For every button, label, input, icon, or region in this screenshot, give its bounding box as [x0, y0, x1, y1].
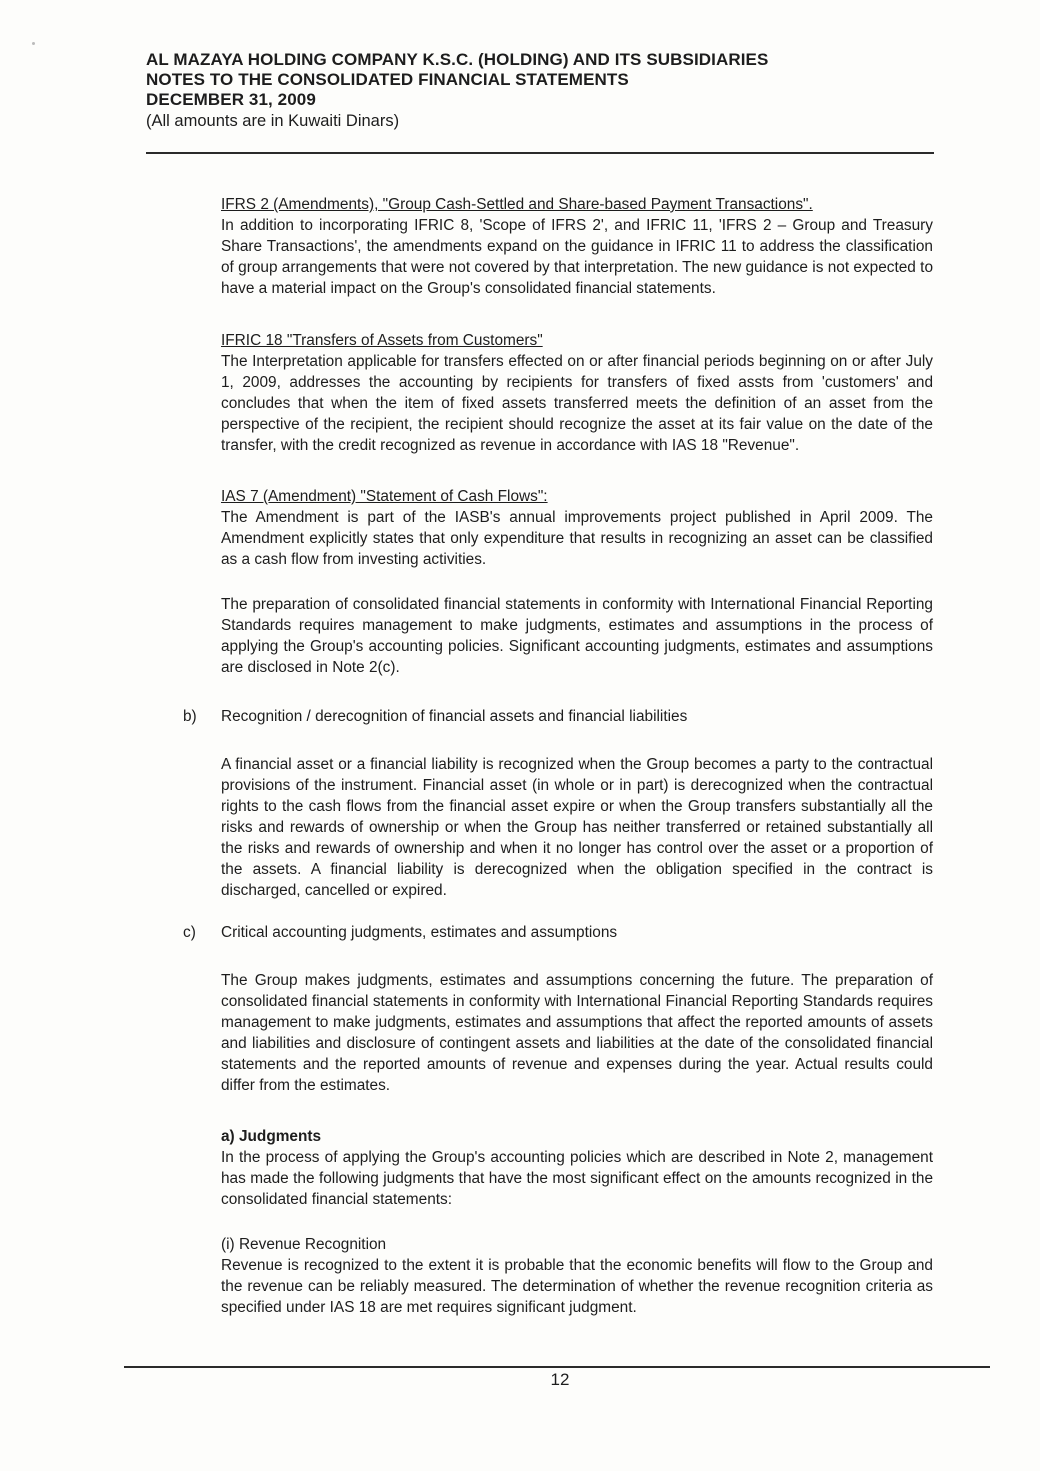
section-preparation: [221, 594, 933, 678]
section-title: a) Judgments: [221, 1128, 322, 1145]
page-number: 12: [550, 1370, 570, 1389]
section-revenue: [221, 1234, 933, 1318]
currency-note: (All amounts are in Kuwaiti Dinars): [146, 112, 400, 130]
section-ias7: [221, 486, 933, 570]
page-header: [146, 50, 936, 131]
section-body: The preparation of consolidated financial statements in conformity with International Financial Reporting Standards requires management to make judgments, estimates and assumptions in the process of applying the Group's accounting policies. Significant accounting judgments, estimates and assumptions are disclosed in Note 2(c).: [221, 596, 933, 676]
section-b-body: [221, 754, 933, 901]
heading-text: Recognition / derecognition of financial assets and financial liabilities: [221, 708, 688, 725]
section-body: A financial asset or a financial liability is recognized when the Group becomes a party to the contractual provisions of the instrument. Financial asset (in whole or in part) is derecognized when the contractual rights to the cash flows from the financial asset expire or when the Group transfers substantially all the risks and rewards of ownership or when the Group has neither transferred or retained substantially all the risks and rewards of ownership and when it no longer has control over the asset or a proportion of the assets. A financial liability is derecognized when the obligation specified in the contract is discharged, cancelled or expired.: [221, 756, 933, 899]
section-body: In the process of applying the Group's accounting policies which are described in Note 2, management has made the following judgments that have the most significant effect on the amounts recognized in the consolidated financial statements:: [221, 1149, 933, 1208]
section-title: IFRIC 18 "Transfers of Assets from Customers": [221, 332, 543, 349]
heading-text: Critical accounting judgments, estimates and assumptions: [221, 924, 618, 941]
section-title: IAS 7 (Amendment) "Statement of Cash Flows":: [221, 488, 548, 505]
section-ifric18: [221, 330, 933, 456]
footer-rule: [124, 1366, 990, 1368]
scan-speck: [32, 42, 35, 45]
notes-title: NOTES TO THE CONSOLIDATED FINANCIAL STATEMENTS: [146, 70, 629, 89]
section-judgments: [221, 1126, 933, 1210]
heading-c: [183, 922, 903, 943]
section-body: The Amendment is part of the IASB's annual improvements project published in April 2009. The Amendment explicitly states that only expenditure that results in recognizing an asset can be classified as a cash flow from investing activities.: [221, 509, 933, 568]
section-body: In addition to incorporating IFRIC 8, 'Scope of IFRS 2', and IFRIC 11, 'IFRS 2 – Group and Treasury Share Transactions', the amendments expand on the guidance in IFRIC 11 to address the classification of group arrangements that were not covered by that interpretation. The new guidance is not expected to have a material impact on the Group's consolidated financial statements.: [221, 217, 933, 297]
section-body: The Group makes judgments, estimates and assumptions concerning the future. The preparation of consolidated financial statements in conformity with International Financial Reporting Standards requires management to make judgments, estimates and assumptions that affect the reported amounts of assets and liabilities and disclosure of contingent assets and liabilities at the date of the consolidated financial statements and the reported amounts of revenue and expenses during the year. Actual results could differ from the estimates.: [221, 972, 933, 1094]
section-ifrs2: [221, 194, 933, 299]
heading-b: [183, 706, 903, 727]
section-c-body: [221, 970, 933, 1096]
header-rule: [146, 152, 934, 154]
section-body: The Interpretation applicable for transfers effected on or after financial periods beginning on or after July 1, 2009, addresses the accounting by recipients for transfers of fixed assts from 'customers' and concludes that when the item of fixed assets transferred meets the definition of an asset from the perspective of the recipient, the recipient should recognize the asset at its fair value on the date of the transfer, with the credit recognized as revenue in accordance with IAS 18 "Revenue".: [221, 353, 933, 454]
section-body: Revenue is recognized to the extent it is probable that the economic benefits will flow to the Group and the revenue can be reliably measured. The determination of whether the revenue recognition criteria as specified under IAS 18 are met requires significant judgment.: [221, 1257, 933, 1316]
section-title: (i) Revenue Recognition: [221, 1236, 387, 1253]
statement-date: DECEMBER 31, 2009: [146, 90, 316, 109]
company-name: AL MAZAYA HOLDING COMPANY K.S.C. (HOLDING) AND ITS SUBSIDIARIES: [146, 50, 769, 69]
list-marker: c): [183, 924, 196, 941]
section-title: IFRS 2 (Amendments), "Group Cash-Settled and Share-based Payment Transactions".: [221, 196, 813, 213]
list-marker: b): [183, 708, 197, 725]
